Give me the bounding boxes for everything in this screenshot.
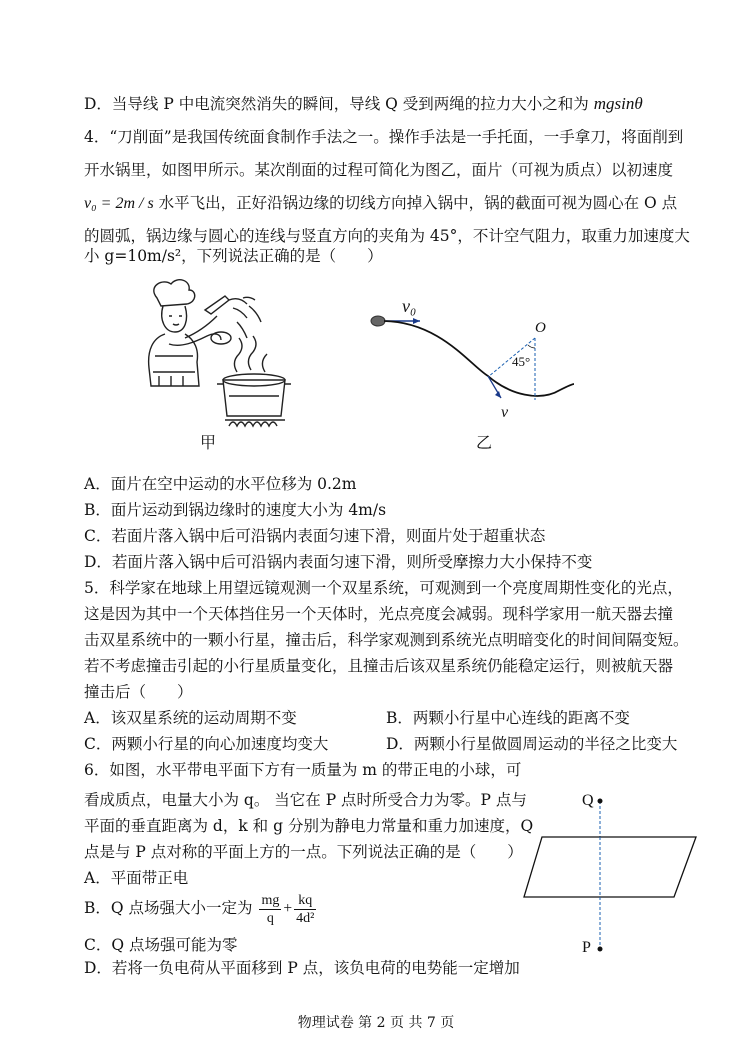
q4-stem-line1: 4．“刀削面”是我国传统面食制作手法之一。操作手法是一手托面，一手拿刀，将面削到: [84, 128, 684, 146]
q5-stem-line4: 若不考虑撞击引起的小行星质量变化，且撞击后该双星系统仍能稳定运行，则被航天器: [84, 657, 674, 675]
q6-option-b: [84, 888, 318, 929]
q5-option-d: D．两颗小行星做圆周运动的半径之比变大: [386, 735, 678, 753]
q5-stem-line1: 5．科学家在地球上用望远镜观测一个双星系统，可观测到一个亮度周期性变化的光点，: [84, 579, 683, 597]
q5-option-b: B．两颗小行星中心连线的距离不变: [386, 709, 630, 727]
q6-figure-plane: [520, 785, 700, 960]
q4-fig-angle-label: 45°: [512, 354, 531, 369]
q4-figure-b-label: 乙: [476, 433, 493, 452]
point-Q: [598, 799, 603, 804]
q5-stem-line3: 击双星系统中的一颗小行星，撞击后，科学家观测到系统光点明暗变化的时间间隔变短。: [84, 631, 689, 649]
q4-initial-velocity: v₀ = 2m / s: [84, 195, 154, 212]
q4-option-b: B．面片运动到锅边缘时的速度大小为 4m/s: [84, 501, 387, 519]
q3-option-d-expr: mgsinθ: [593, 94, 643, 113]
q6-fig-P-label: P: [582, 939, 591, 956]
q4-fig-v-label: v: [501, 404, 509, 421]
q4-stem-line2: 开水锅里，如图甲所示。某次削面的过程可简化为图乙，面片（可视为质点）以初速度: [84, 161, 674, 179]
fraction-2-numerator: kq: [294, 892, 316, 910]
q6-option-c: C．Q 点场强可能为零: [84, 936, 238, 954]
q6-stem-line2: 看成质点，电量大小为 q。 当它在 P 点时所受合力为零。P 点与: [84, 791, 527, 809]
dough-piece: [371, 316, 385, 326]
q5-option-a: A．该双星系统的运动周期不变: [84, 709, 297, 727]
q4-figure-chef: [125, 276, 305, 436]
q4-option-c: C．若面片落入锅中后可沿锅内表面匀速下滑，则面片处于超重状态: [84, 527, 546, 545]
q3-option-d: [84, 94, 643, 114]
q5-option-c: C．两颗小行星的向心加速度均变大: [84, 735, 329, 753]
fraction-mg-q: [259, 892, 281, 927]
page-footer: 物理试卷 第 2 页 共 7 页: [297, 1015, 455, 1031]
q5-stem-line5: 撞击后（ ）: [84, 683, 193, 701]
q6-stem-line3: 平面的垂直距离为 d，k 和 g 分别为静电力常量和重力加速度，Q: [84, 817, 534, 835]
q6-fig-Q-label: Q: [582, 792, 594, 809]
q4-stem-line3-rest: 水平飞出，正好沿锅边缘的切线方向掉入锅中，锅的截面可视为圆心在 O 点: [153, 194, 678, 212]
q3-option-d-text: D．当导线 P 中电流突然消失的瞬间，导线 Q 受到两绳的拉力大小之和为: [84, 95, 594, 113]
q6-option-a: A．平面带正电: [84, 869, 189, 887]
fraction-2-denominator: 4d²: [296, 910, 315, 926]
q4-stem-line3: [84, 193, 677, 214]
q6-option-d: D．若将一负电荷从平面移到 P 点，该负电荷的电势能一定增加: [84, 959, 520, 977]
q4-option-d: D．若面片落入锅中后可沿锅内表面匀速下滑，则所受摩擦力大小保持不变: [84, 553, 593, 571]
fraction-kq-4d2: [294, 892, 316, 927]
q6-option-b-text: B．Q 点场强大小一定为: [84, 899, 253, 917]
charged-plane: [524, 837, 696, 897]
q4-figure-a-label: 甲: [200, 433, 217, 452]
q4-stem-line5: 小 g=10m/s²，下列说法正确的是（ ）: [84, 247, 383, 265]
q5-stem-line2: 这是因为其中一个天体挡住另一个天体时，光点亮度会减弱。现科学家用一航天器去撞: [84, 605, 674, 623]
q4-option-a: A．面片在空中运动的水平位移为 0.2m: [84, 475, 357, 493]
q4-fig-v0-label: v₀: [402, 296, 417, 316]
fraction-1-numerator: mg: [261, 892, 280, 908]
plus-sign: +: [283, 900, 293, 917]
fraction-1-denominator: q: [266, 910, 274, 926]
q6-stem-line1: 6．如图，水平带电平面下方有一质量为 m 的带正电的小球，可: [84, 761, 522, 779]
q4-stem-line4: 的圆弧，锅边缘与圆心的连线与竖直方向的夹角为 45°，不计空气阻力，取重力加速度大: [84, 227, 690, 245]
point-P: [598, 947, 603, 952]
q6-stem-line4: 点是与 P 点对称的平面上方的一点。下列说法正确的是（ ）: [84, 843, 523, 861]
q4-fig-O-label: O: [535, 320, 546, 336]
q4-figure-trajectory: [360, 290, 590, 430]
